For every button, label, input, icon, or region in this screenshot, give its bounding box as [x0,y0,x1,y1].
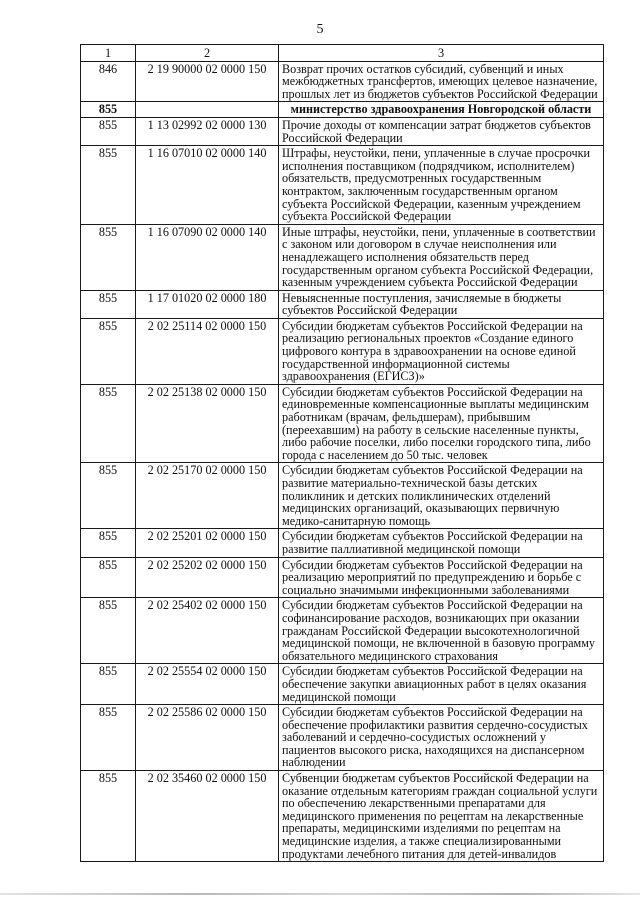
admin-code-cell: 855 [81,384,136,463]
table-row [81,117,604,145]
table-row [81,61,604,102]
description-cell: Субвенции бюджетам субъектов Российской Федерации на оказание отдельным категориям граждан социальной услуги по обеспечению лекарственными препаратами для медицинского применения по рецептам на лекарственные препараты, медицинскими изделиями по рецептам на медицинские изделия, а также специализированными продуктами лечебного питания для детей-инвалидов [279,771,604,862]
admin-code-cell: 855 [81,117,136,145]
budget-code-cell: 1 17 01020 02 0000 180 [136,290,279,318]
budget-code-cell: 2 02 25170 02 0000 150 [136,463,279,529]
table-header-row [81,45,604,62]
description-cell: Субсидии бюджетам субъектов Российской Федерации на обеспечение закупки авиационных работ в целях оказания медицинской помощи [279,664,604,705]
section-row [81,102,604,118]
column-header-2: 2 [136,45,279,62]
budget-code-cell: 2 02 25138 02 0000 150 [136,384,279,463]
description-cell: Субсидии бюджетам субъектов Российской Федерации на реализацию региональных проектов «Создание единого цифрового контура в здравоохранении на основе единой государственной информационной системы здравоохранения (ЕГИСЗ)» [279,318,604,384]
budget-code-cell: 2 02 35460 02 0000 150 [136,771,279,862]
table-row [81,384,604,463]
budget-code-cell: 1 16 07010 02 0000 140 [136,146,279,225]
table-row [81,664,604,705]
admin-code-cell: 855 [81,290,136,318]
admin-code-cell: 855 [81,463,136,529]
table-row [81,318,604,384]
admin-code-cell: 855 [81,664,136,705]
admin-code-cell: 846 [81,61,136,102]
scan-edge-line [0,893,640,895]
table-row [81,529,604,557]
budget-code-cell: 1 16 07090 02 0000 140 [136,224,279,290]
description-cell: Штрафы, неустойки, пени, уплаченные в случае просрочки исполнения поставщиком (подрядчиком, исполнителем) обязательств, предусмотренных государственным контрактом, заключенным государственным органом субъекта Российской Федерации, казенным учреждением субъекта Российской Федерации [279,146,604,225]
description-cell: Невыясненные поступления, зачисляемые в бюджеты субъектов Российской Федерации [279,290,604,318]
admin-code-cell: 855 [81,224,136,290]
budget-code-cell: 2 02 25586 02 0000 150 [136,705,279,771]
admin-code-cell: 855 [81,146,136,225]
budget-code-cell: 2 02 25201 02 0000 150 [136,529,279,557]
admin-code-cell: 855 [81,598,136,664]
description-cell: Субсидии бюджетам субъектов Российской Федерации на реализацию мероприятий по предупреждению и борьбе с социально значимыми инфекционными заболеваниями [279,557,604,598]
page-number: 5 [316,22,324,37]
description-cell: Субсидии бюджетам субъектов Российской Федерации на софинансирование расходов, возникающих при оказании гражданам Российской Федерации высокотехнологичной медицинской помощи, не включенной в базовую программу обязательного медицинского страхования [279,598,604,664]
admin-code-cell: 855 [81,771,136,862]
table-row [81,463,604,529]
admin-code-cell: 855 [81,318,136,384]
description-cell: Субсидии бюджетам субъектов Российской Федерации на развитие паллиативной медицинской помощи [279,529,604,557]
budget-code-cell: 1 13 02992 02 0000 130 [136,117,279,145]
table-row [81,705,604,771]
table-row [81,224,604,290]
budget-code-cell: 2 02 25202 02 0000 150 [136,557,279,598]
column-header-3: 3 [279,45,604,62]
table-row [81,771,604,862]
column-header-1: 1 [81,45,136,62]
description-cell: министерство здравоохранения Новгородской области [279,102,604,118]
budget-code-cell: 2 19 90000 02 0000 150 [136,61,279,102]
table-row [81,146,604,225]
table-row [81,598,604,664]
budget-code-cell: 2 02 25114 02 0000 150 [136,318,279,384]
budget-code-cell: 2 02 25402 02 0000 150 [136,598,279,664]
description-cell: Возврат прочих остатков субсидий, субвенций и иных межбюджетных трансфертов, имеющих целевое назначение, прошлых лет из бюджетов субъектов Российской Федерации [279,61,604,102]
description-cell: Субсидии бюджетам субъектов Российской Федерации на развитие материально-технической базы детских поликлиник и детских поликлинических отделений медицинских организаций, оказывающих первичную медико-санитарную помощь [279,463,604,529]
description-cell: Субсидии бюджетам субъектов Российской Федерации на обеспечение профилактики развития сердечно-сосудистых заболеваний и сердечно-сосудистых осложнений у пациентов высокого риска, находящихся на диспансерном наблюдении [279,705,604,771]
budget-code-cell [136,102,279,118]
admin-code-cell: 855 [81,705,136,771]
description-cell: Иные штрафы, неустойки, пени, уплаченные в соответствии с законом или договором в случае неисполнения или ненадлежащего исполнения обязательств перед государственным органом субъекта Российской Федерации, казенным учреждением субъекта Российской Федерации [279,224,604,290]
admin-code-cell: 855 [81,557,136,598]
table-body [81,61,604,862]
description-cell: Прочие доходы от компенсации затрат бюджетов субъектов Российской Федерации [279,117,604,145]
description-cell: Субсидии бюджетам субъектов Российской Федерации на единовременные компенсационные выплаты медицинским работникам (врачам, фельдшерам), прибывшим (переехавшим) на работу в сельские населенные пункты, либо рабочие поселки, либо поселки городского типа, либо города с населением до 50 тыс. человек [279,384,604,463]
admin-code-cell: 855 [81,102,136,118]
table-row [81,290,604,318]
admin-code-cell: 855 [81,529,136,557]
budget-classification-table [80,44,604,862]
budget-code-cell: 2 02 25554 02 0000 150 [136,664,279,705]
table-row [81,557,604,598]
